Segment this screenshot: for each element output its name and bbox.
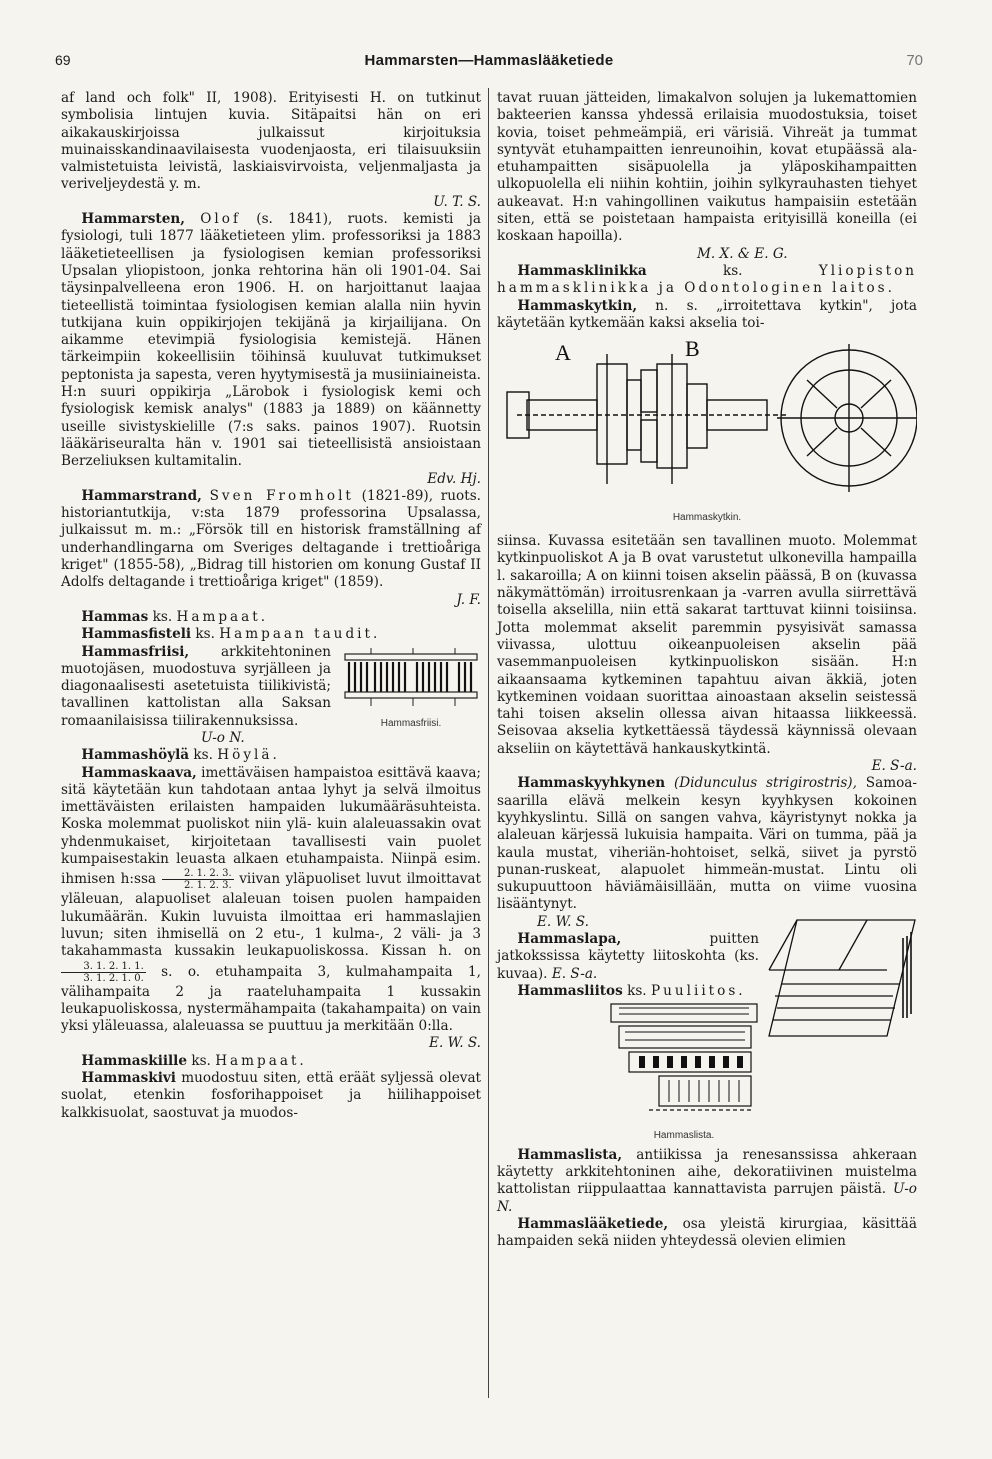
kytkin-illustration xyxy=(497,334,917,504)
page-header xyxy=(55,52,923,78)
entry-text: s. o. etuhampaita 3, kulmahampaita 1, välihampaita 2 ja raateluhampaita 1 kussakin leukapuoliskossa, nystermähampaita (takahampaita) on vain yksi yläleuassa, alaleuassa se puuttuu ja merkitään 0:lla. xyxy=(61,963,481,1035)
author-signature: E. S-a. xyxy=(871,758,917,775)
entry-hammaskytkin xyxy=(497,298,917,333)
figure-hammasfriisi xyxy=(341,648,481,733)
author-signature: M. X. & E. G. xyxy=(697,245,788,262)
lista-illustration xyxy=(609,1002,759,1122)
entry-text: ks. xyxy=(152,608,173,625)
entry-hammaskivi xyxy=(61,1070,481,1122)
author-signature: J. F. xyxy=(456,591,481,608)
headword: Hammarsten, xyxy=(81,211,185,228)
cross-reference: Puuliitos. xyxy=(650,982,746,999)
label-a: A xyxy=(555,340,571,366)
entry-text: puitten jatkokssissa käytetty liitoskohta (ks. kuvaa). xyxy=(497,930,759,982)
figure-caption: Hammaslista. xyxy=(653,1130,715,1142)
headword: Hammasfriisi, xyxy=(81,643,190,660)
entry-text: Samoa-saarilla elävä melkein kesyn kyyhkysen kokoinen kyyhkyslintu. Sillä on sangen vahva, käyristynyt nokka ja alaleuan kärjessä lukuisia hampaita. Väri on tumma, pää ja kaula mustat, viheriän-hohtoiset, selkä, siivet ja pyrstö punan-ruskeat, alapuolet himmeän-mustat. Lintu oli sukupuuttoon häviämäisillään, mutta on viime vuosina lisääntynyt. xyxy=(497,775,917,913)
headword: Hammasfisteli xyxy=(81,626,192,643)
headword: Hammas xyxy=(81,608,149,625)
entry-text: ks. xyxy=(195,626,215,643)
hammaslapa-illustration xyxy=(767,918,917,1038)
author-signature: Edv. Hj. xyxy=(427,470,481,487)
author-signature: E. W. S. xyxy=(537,913,589,930)
cross-reference: Hampaat. xyxy=(215,1052,307,1069)
headword: Hammaskyyhkynen xyxy=(517,775,666,792)
headword: Hammaslääketiede, xyxy=(517,1215,669,1232)
entry-text: ks. xyxy=(627,982,647,999)
figure-caption: Hammasfriisi. xyxy=(380,717,442,729)
headword: Hammasliitos xyxy=(517,982,623,999)
entry-hammasklinikka xyxy=(497,263,917,298)
entry-hammarsten xyxy=(61,211,481,470)
headword: Hammaskaava, xyxy=(81,764,197,781)
entry-continuation: tavat ruuan jätteiden, limakalvon solujen ja lukemattomien bakteerien kanssa yhdessä erilaisia muodostuksia, toiset kovia, toiset pehmeämpiä, eri värisiä. Vihreät ja tummat syntyvät etuhampaitten ienreunoihin, kovat etupäässä ala-etuhampaitten sisäpuolella ja yläposkihampaitten ulkopuolella eli niihin kohtiin, joihin sylkyrauhasten tiehyet aukeavat. H:n vahingollinen vaikutus hampaisiin estetään siten, että se poistetaan hampaista erityisillä koneilla (ei koskaan hapoilla). xyxy=(497,90,917,245)
headword: Hammaskytkin, xyxy=(517,297,638,314)
author-signature: U-o N. xyxy=(201,729,245,746)
entry-hammaskaava xyxy=(61,765,481,1036)
figure-caption: Hammaskytkin. xyxy=(672,512,742,524)
cross-reference: Yliopiston hammasklinikka ja Odontologinen laitos. xyxy=(497,262,918,297)
author-signature: U-o N. xyxy=(497,1181,917,1215)
entry-text: arkkitehtoninen muotojäsen, muodostuva syrjälleen ja diagonaalisesti asetetuista tiilikivistä; tavallinen kattolistan alla Saksan romaanilaisissa tiilirakennuksissa. xyxy=(61,643,331,729)
page-number-right: 70 xyxy=(906,52,923,69)
entry-text: (1821-89), ruots. historiantutkija, v:sta 1879 professorina Upsalassa, julkaissut m. m.: „Försök till en historisk framställning af underhandlingarna om Sveriges deltagande i trettioåriga kriget" (1855-58), „Bidrag till historien om konung Gustaf II Adolfs deltagande i trettioåriga kriget" (1859). xyxy=(61,487,482,591)
cross-reference: Hampaat. xyxy=(176,608,269,625)
entry-continuation: af land och folk" II, 1908). Erityisesti H. on tutkinut symbolisia lintujen kuvia. Sitäpaitsi hän on eri aikakauskirjoissa julkaissut kirjoituksia muinaisskandinaavilaisesta vuodenjaosta, eri tilaisuuksiin valmistetuista leivistä, laskiaisvirvoista, veljenmaljasta ja veriveljeydestä y. m. xyxy=(61,90,481,193)
formula-lower: 2. 1. 2. 3. xyxy=(183,880,232,892)
entry-hammarstrand xyxy=(61,488,481,592)
figure-hammaskytkin xyxy=(497,334,917,529)
headword: Hammaslapa, xyxy=(517,930,622,947)
entry-text: osa yleistä kirurgiaa, käsittää hampaiden sekä niiden yhteydessä olevien elimien xyxy=(497,1215,918,1250)
cross-reference: Höylä. xyxy=(217,747,280,764)
entry-hammashoyla xyxy=(61,747,481,764)
headword: Hammarstrand, xyxy=(81,487,202,504)
figure-hammaslista xyxy=(609,1002,759,1145)
entry-text: muodostuu siten, että eräät syljessä olevat suolat, etenkin fosforihappoiset ja hiilihappoiset kalkkisuolat, saostuvat ja muodos- xyxy=(61,1070,482,1121)
running-title: Hammarsten—Hammaslääketiede xyxy=(364,52,614,69)
given-name: Sven Fromholt xyxy=(209,487,354,504)
page-number-left: 69 xyxy=(55,52,71,68)
entry-hammaskiille xyxy=(61,1053,481,1070)
author-signature: U. T. S. xyxy=(433,193,481,210)
formula-lower: 3. 1. 2. 1. 0. xyxy=(83,972,144,984)
entry-hammas xyxy=(61,609,481,626)
left-column xyxy=(61,90,481,1122)
entry-text: siinsa. Kuvassa esitetään sen tavallinen muoto. Molemmat kytkinpuoliskot A ja B ovat varustetut ulkonevilla hampailla l. sakaroilla; A on kiinni toisen akselin päässä, B on (kuvassa näkymättömän) irroitusrenkaan ja -varren avulla siirrettävä toisella akselilla, niin että sakarat tarttuvat kiinni toisiinsa. Jotta molemmat akselit paremmin pysyisivät samassa viivassa, ulottuu oikeanpuoleisen akselin pää vasemmanpuoleisen kytkinpuoliskon sisään. H:n aikaansaama kytkeminen tapahtuu aivan äkkiä, joten kytkeminen voidaan suorittaa ainoastaan akselin seistessä tahi toisen akselin ollessa aivan hitaassa liikkeessä. Seisovaa akselia kytkettäessä täydessä käynnissä olevaan akseliin on käytettävä hankauskytkintä. xyxy=(497,533,917,757)
entry-text: imettäväisen hampaistoa esittävä kaava; sitä käytetään kun tahdotaan antaa lyhyt ja selvä ilmoitus imettäväisten erilaisten hampaiden lukumääräsuhteista. Koska molemmat puoliskot niin ylä- kuin alaleuassakin ovat yhdenmukaiset, kirjoitetaan tavallisesti vain puolet kumpaisestakin leuasta alkaen etuhampaista. Niinpä esim. ihmisen h:ssa xyxy=(61,764,481,888)
label-b: B xyxy=(685,336,700,362)
entry-text: ks. xyxy=(722,262,743,279)
entry-hammaskyyhkynen xyxy=(497,775,917,913)
entry-text: ks. xyxy=(193,747,213,764)
headword: Hammaslista, xyxy=(517,1146,623,1163)
entry-text: antiikissa ja renesanssissa ahkeraan käytetty arkkitehtoninen aihe, dekoratiivinen muistelma kattolistan riippulaattaa kannattavista parrujen päistä. xyxy=(497,1146,917,1198)
cross-reference: Hampaan taudit. xyxy=(219,626,381,643)
entry-text: ks. xyxy=(191,1052,211,1069)
dental-formula-human xyxy=(162,868,234,891)
formula-upper: 2. 1. 2. 3. xyxy=(162,868,234,880)
headword: Hammaskiille xyxy=(81,1052,187,1069)
headword: Hammasklinikka xyxy=(517,262,647,279)
entry-text: (s. 1841), ruots. kemisti ja fysiologi, tuli 1877 lääketieteen ylim. professoriksi ja 1883 lääketieteellisen ja fysiologisen kemian professoriksi Upsalan yliopistoon, jonka rehtorina hän oli 1901-04. Sai täysinpalvelleena eron 1906. H. on harjoittanut laajaa tieteellistä toimintaa fysiologisen kemian alalla niin hyvin tutkijana kuin oppikirjojen tekijänä ja kirjailijana. On aikamme etevimpiä fysiologisia kemistejä. Hänen tärkeimpiin kokeellisiin töihinsä kuuluvat tutkimukset peptonista ja sapesta, veren hyytymisestä ja musiiniaineista. H:n suuri oppikirja „Lärobok i fysiologisk kemi och fysiologisk kemisk analys" (1883 ja 1889) on käännetty useille sivistyskielille (7:s saks. painos 1907). Ruotsin lääkäriseuralta hän v. 1901 sai tieteellisistä ansioistaan Berzeliuksen kultamitalin. xyxy=(61,211,481,470)
entry-hammaslaaketiede xyxy=(497,1216,917,1251)
author-signature: E. W. S. xyxy=(429,1035,481,1052)
column-divider xyxy=(488,88,489,1398)
headword: Hammashöylä xyxy=(81,747,190,764)
author-signature: E. S-a. xyxy=(551,965,598,982)
right-column xyxy=(497,90,917,1251)
entry-text: n. s. „irroitettava kytkin", jota käytetään kytkemään kaksi akselia toi- xyxy=(497,297,917,331)
headword: Hammaskivi xyxy=(81,1070,176,1087)
latin-name: (Didunculus strigirostris), xyxy=(673,775,857,792)
given-name: Olof xyxy=(200,211,241,228)
entry-text: viivan yläpuoliset luvut ilmoittavat yläleuan, alapuoliset alaleuan toisen puolen hampaiden lukumäärän. Kukin luvuista ilmoittaa eri hammaslajien luvun; siten ihmisellä on 2 etu-, 1 kulma-, 2 väli- ja 3 takahammasta kussakin leukapuoliskossa. Kissan h. on xyxy=(61,871,481,960)
entry-hammasfisteli xyxy=(61,626,481,643)
formula-upper: 3. 1. 2. 1. 1. xyxy=(61,961,146,973)
friisi-illustration xyxy=(341,648,481,710)
dental-formula-cat xyxy=(61,961,146,984)
